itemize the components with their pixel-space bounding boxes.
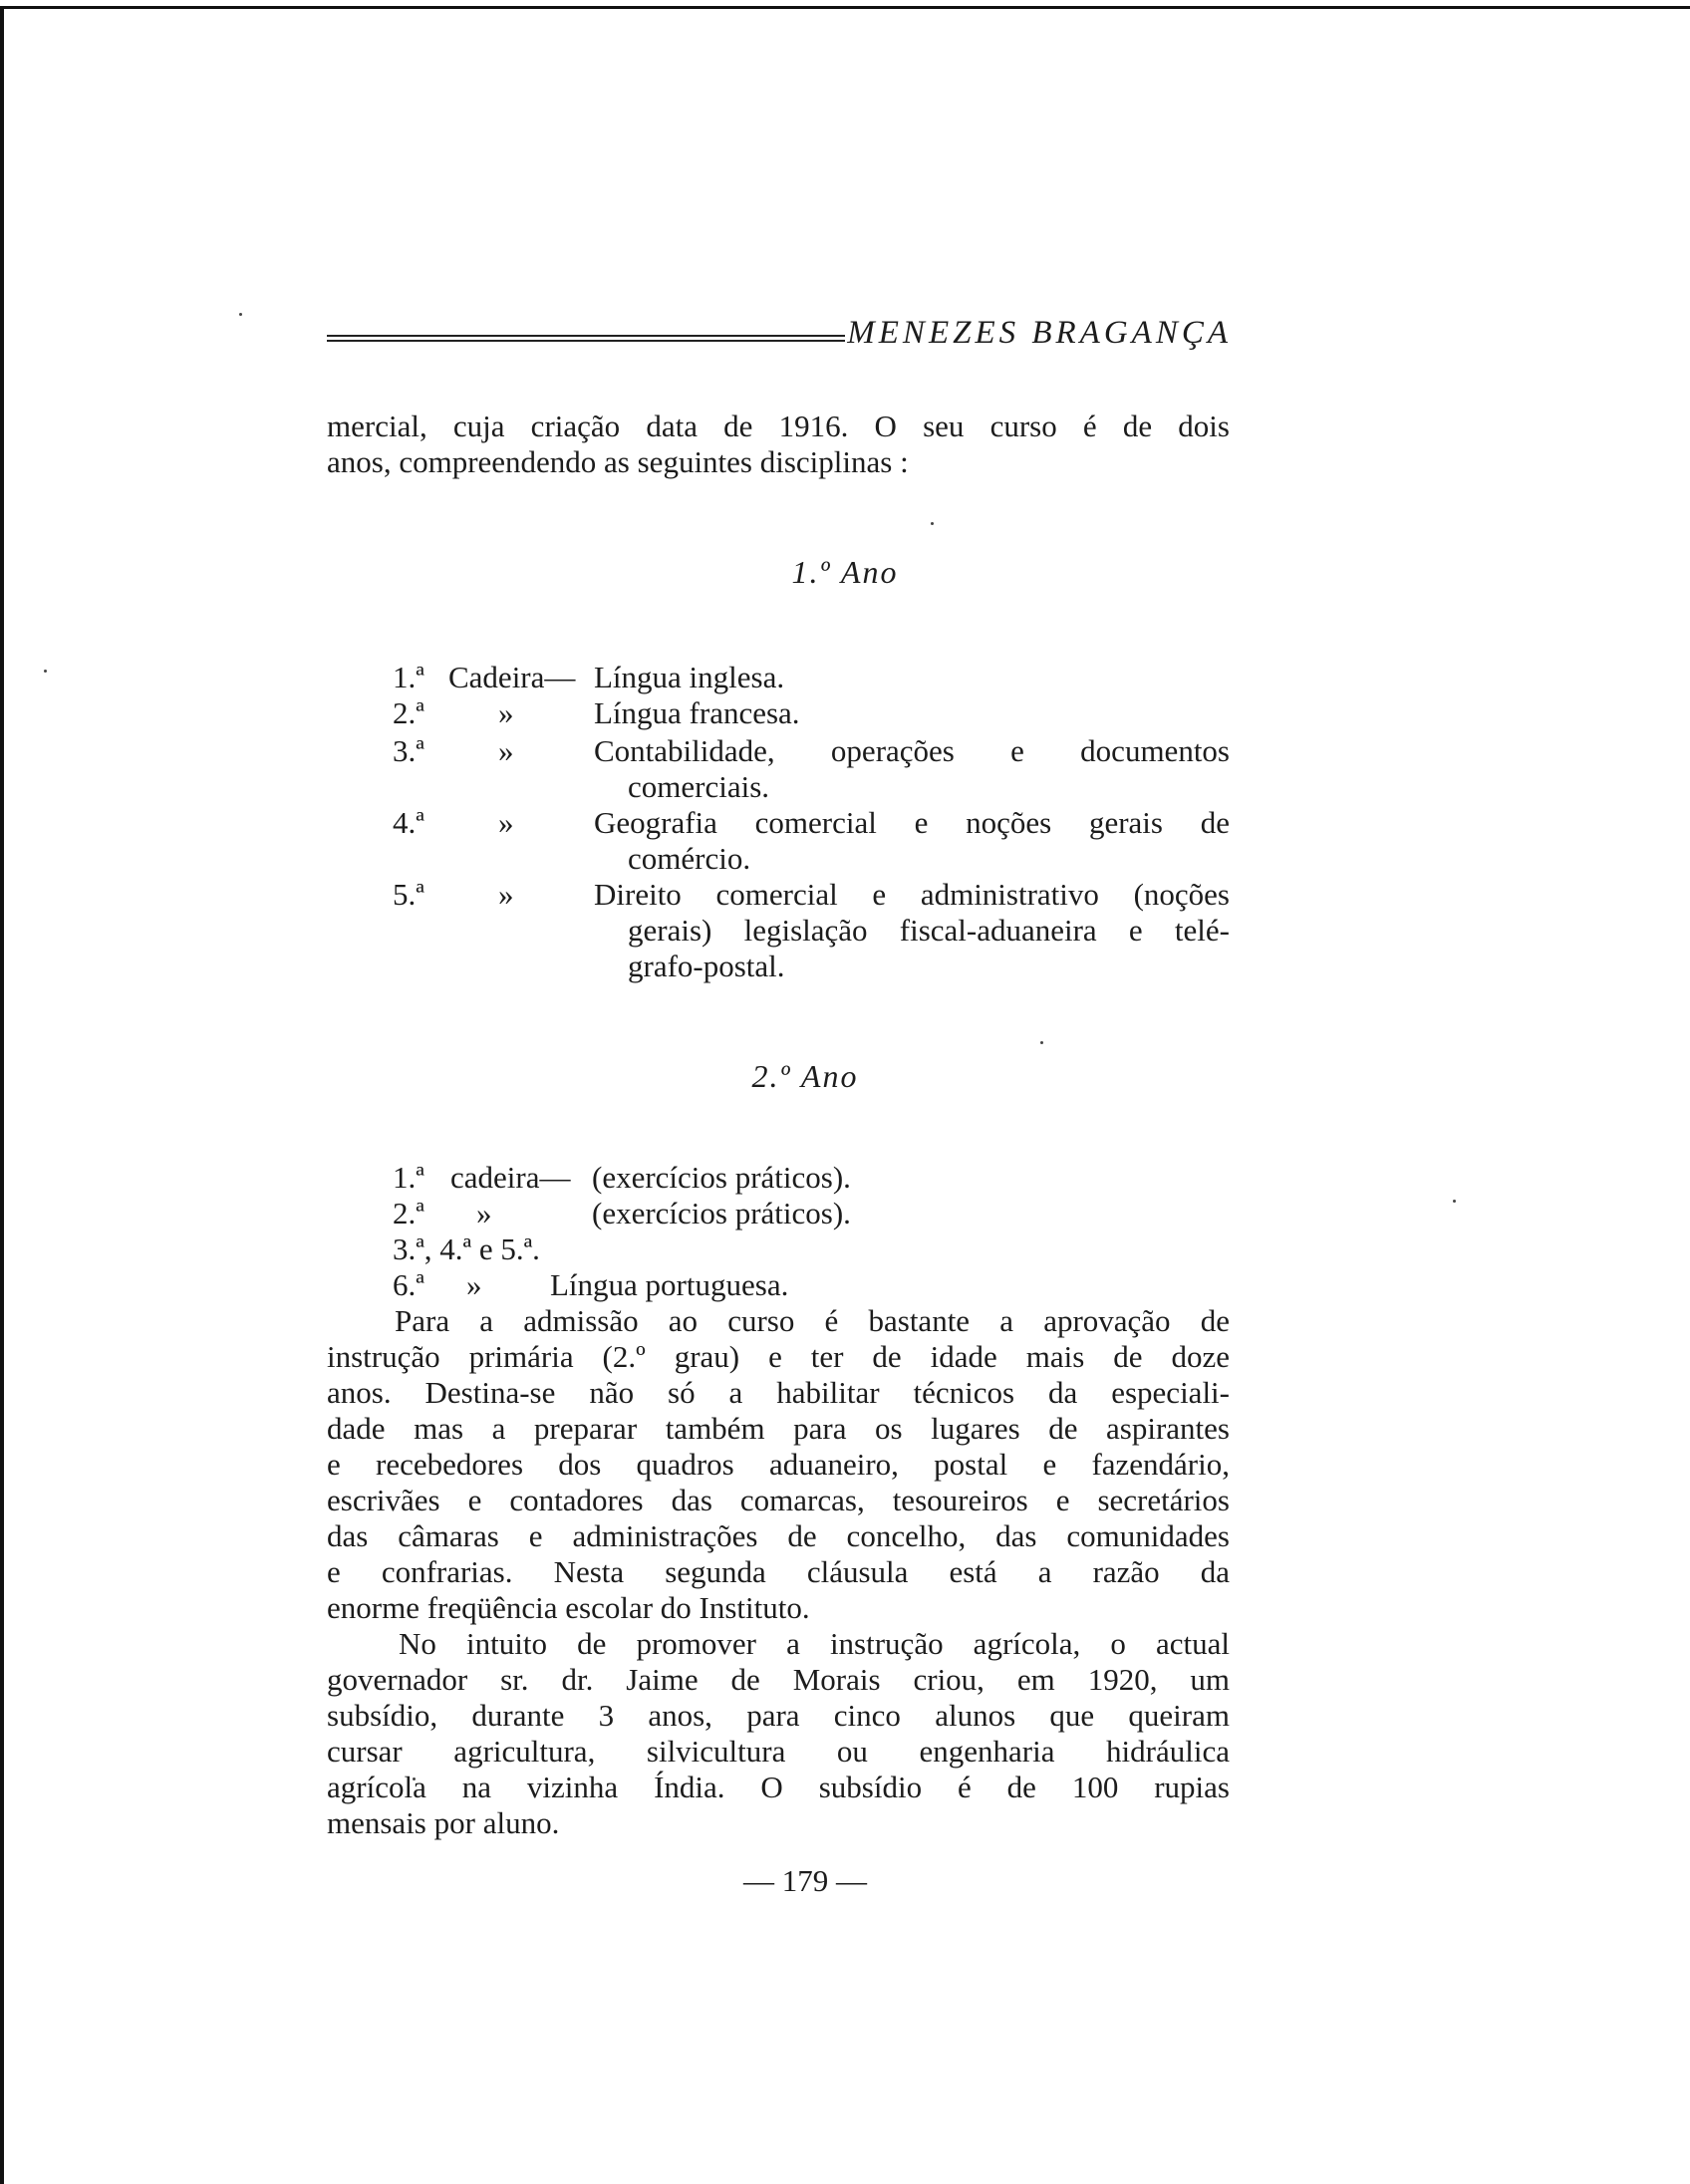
header-rule — [327, 335, 845, 345]
page-number: — 179 — — [743, 1863, 867, 1898]
item-text: Língua inglesa. — [594, 660, 785, 694]
text-line: e recebedores dos quadros aduaneiro, postal e fazendário, — [327, 1447, 1230, 1482]
scan-speck — [1040, 1041, 1043, 1044]
item-number: 2.ª — [393, 1196, 424, 1230]
scan-edge-top — [0, 6, 1690, 9]
item-text: comércio. — [628, 841, 751, 876]
text-line: cursar agricultura, silvicultura ou engenharia hidráulica — [327, 1734, 1230, 1769]
item-text: Direito comercial e administrativo (noções — [594, 877, 1230, 912]
scan-speck — [239, 313, 242, 316]
text-line: agrícola na vizinha Índia. O subsídio é de 100 rupias — [327, 1770, 1230, 1804]
item-text: grafo-postal. — [628, 949, 785, 983]
ditto-mark: » — [476, 1196, 492, 1230]
item-number: 1.ª — [393, 1160, 424, 1195]
ditto-mark: » — [498, 695, 514, 730]
item-number: 4.ª — [393, 805, 424, 840]
text-line: instrução primária (2.º grau) e ter de idade mais de doze — [327, 1339, 1230, 1374]
ditto-mark: » — [466, 1267, 482, 1302]
year-1-heading: 1.º Ano — [791, 554, 899, 590]
ditto-mark: » — [498, 733, 514, 768]
text-line: Para a admissão ao curso é bastante a aprovação de — [395, 1303, 1230, 1338]
paragraph-admission — [327, 1303, 1230, 1626]
scan-edge-left — [0, 6, 4, 2184]
item-text: Língua francesa. — [594, 695, 800, 730]
scan-speck — [44, 670, 47, 673]
item-text: (exercícios práticos). — [592, 1160, 851, 1195]
item-text: comerciais. — [628, 769, 770, 804]
scan-speck — [1453, 1200, 1456, 1203]
item-number: 3.ª — [393, 733, 424, 768]
item-label: Cadeira— — [448, 660, 576, 694]
ditto-mark: » — [498, 877, 514, 912]
paragraph-agriculture — [327, 1626, 1230, 1841]
text-line: governador sr. dr. Jaime de Morais criou, em 1920, um — [327, 1662, 1230, 1697]
text-line: mensais por aluno. — [327, 1805, 560, 1840]
item-text: (exercícios práticos). — [592, 1196, 851, 1230]
item-number: 2.ª — [393, 695, 424, 730]
text-line: subsídio, durante 3 anos, para cinco alunos que queiram — [327, 1698, 1230, 1733]
item-text: gerais) legislação fiscal-aduaneira e telé- — [628, 913, 1230, 948]
item-text: Língua portuguesa. — [550, 1267, 789, 1302]
running-head-title: MENEZES BRAGANÇA — [847, 315, 1232, 351]
text-line: escrivães e contadores das comarcas, tesoureiros e secretários — [327, 1483, 1230, 1517]
running-head — [327, 315, 1232, 359]
item-label: cadeira— — [450, 1160, 571, 1195]
scan-speck — [931, 522, 934, 525]
text-line: No intuito de promover a instrução agrícola, o actual — [399, 1626, 1230, 1661]
item-number: 1.ª — [393, 660, 424, 694]
text-line: enorme freqüência escolar do Instituto. — [327, 1590, 810, 1625]
text-line: mercial, cuja criação data de 1916. O seu curso é de dois — [327, 409, 1230, 443]
item-number: 5.ª — [393, 877, 424, 912]
item-number: 3.ª, 4.ª e 5.ª. — [393, 1231, 540, 1266]
text-line: dade mas a preparar também para os lugares de aspirantes — [327, 1411, 1230, 1446]
ditto-mark: » — [498, 805, 514, 840]
text-line: anos. Destina-se não só a habilitar técnicos da especiali- — [327, 1375, 1230, 1410]
text-line: anos, compreendendo as seguintes disciplinas : — [327, 444, 909, 479]
item-number: 6.ª — [393, 1267, 424, 1302]
year-2-heading: 2.º Ano — [751, 1058, 859, 1094]
item-text: Contabilidade, operações e documentos — [594, 733, 1230, 768]
text-line: das câmaras e administrações de concelho, das comunidades — [327, 1518, 1230, 1553]
item-text: Geografia comercial e noções gerais de — [594, 805, 1230, 840]
text-line: e confrarias. Nesta segunda cláusula está a razão da — [327, 1554, 1230, 1589]
intro-paragraph — [327, 409, 1230, 480]
